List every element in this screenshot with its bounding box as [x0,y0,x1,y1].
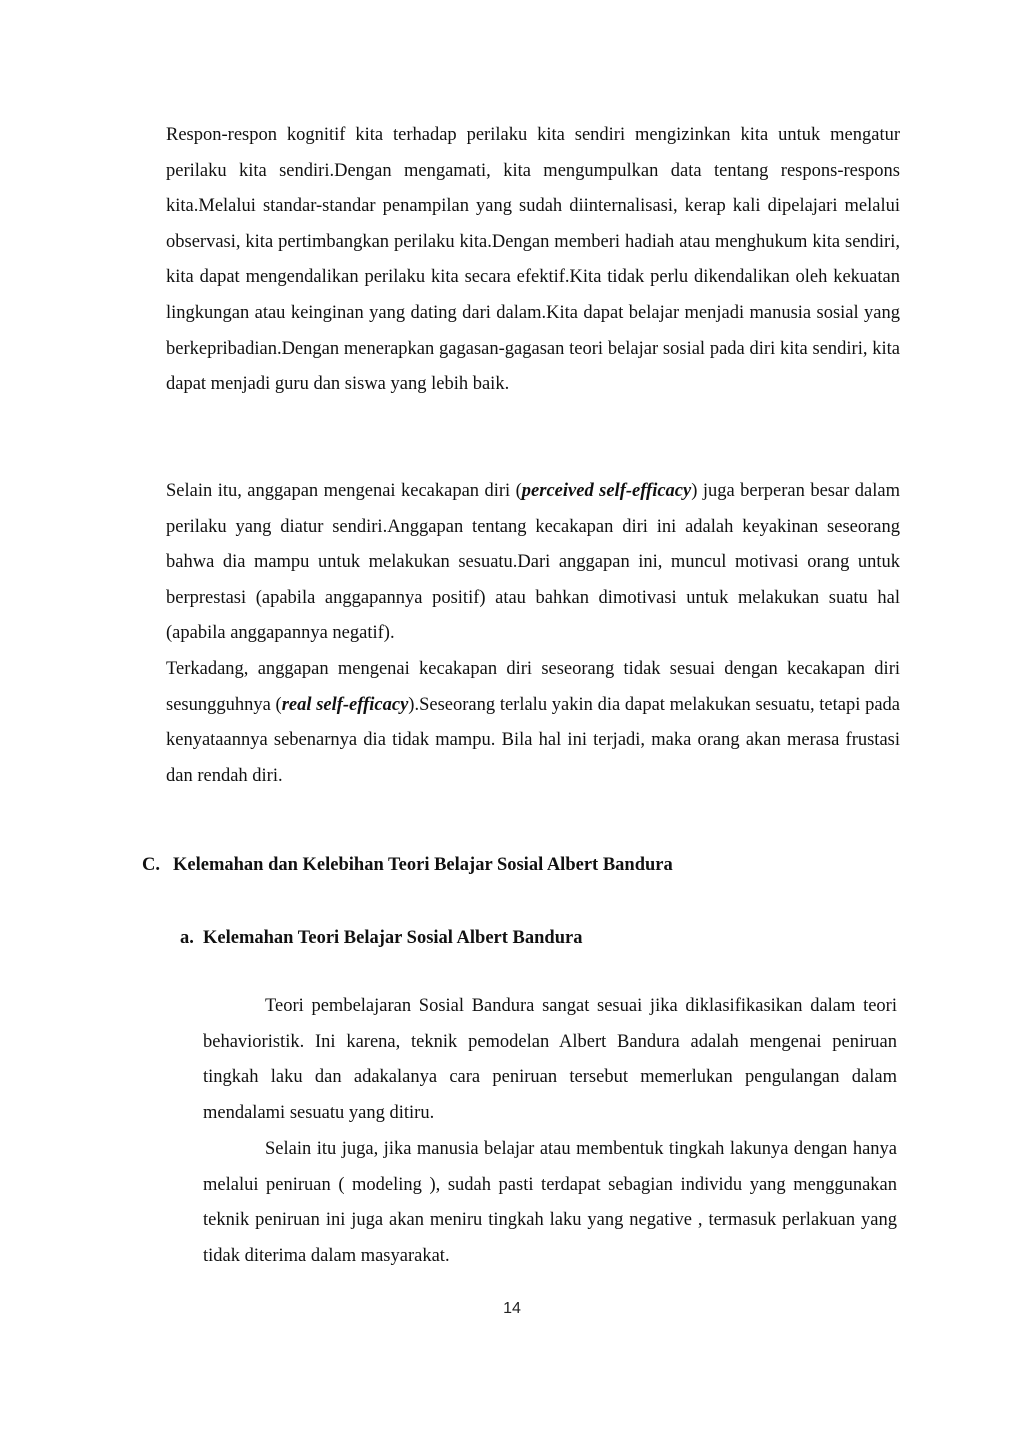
body-paragraph-perceived-self-efficacy [166,474,900,652]
paragraph-text: ).Seseorang terlalu yakin dia dapat melakukan sesuatu, tetapi pada kenyataannya sebenarnya dia tidak mampu. Bila hal ini terjadi, maka orang akan merasa frustasi dan rendah diri. [166,694,900,786]
subsection-number: a. [180,928,194,948]
section-number: C. [142,855,160,875]
body-paragraph-real-self-efficacy [166,652,900,794]
body-paragraph-self-regulation: Respon-respon kognitif kita terhadap perilaku kita sendiri mengizinkan kita untuk mengatur perilaku kita sendiri.Dengan mengamati, kita mengumpulkan data tentang respons-respons kita.Melalui standar-standar penampilan yang sudah diinternalisasi, kerap kali dipelajari melalui observasi, kita pertimbangkan perilaku kita.Dengan memberi hadiah atau menghukum kita sendiri, kita dapat mengendalikan perilaku kita secara efektif.Kita tidak perlu dikendalikan oleh kekuatan lingkungan atau keinginan yang dating dari dalam.Kita dapat belajar menjadi manusia sosial yang berkepribadian.Dengan menerapkan gagasan-gagasan teori belajar sosial pada diri kita sendiri, kita dapat menjadi guru dan siswa yang lebih baik. [166,125,900,395]
paragraph-text: Selain itu, anggapan mengenai kecakapan diri ( [166,481,522,501]
body-paragraph-modeling: Selain itu juga, jika manusia belajar atau membentuk tingkah lakunya dengan hanya melalui peniruan ( modeling ), sudah pasti terdapat sebagian individu yang menggunakan teknik peniruan ini juga akan meniru tingkah laku yang negative , termasuk perlakuan yang tidak diterima dalam masyarakat. [203,1139,897,1266]
paragraph-text: Terkadang, anggapan mengenai kecakapan diri seseorang tidak sesuai dengan kecakapan diri sesungguhnya ( [166,659,900,715]
section-heading [142,853,673,877]
section-title: Kelemahan dan Kelebihan Teori Belajar Sosial Albert Bandura [173,855,673,875]
subsection-heading [180,926,582,950]
body-paragraph-behavioristic: Teori pembelajaran Sosial Bandura sangat sesuai jika diklasifikasikan dalam teori behavioristik. Ini karena, teknik pemodelan Albert Bandura adalah mengenai peniruan tingkah laku dan adakalanya cara peniruan tersebut memerlukan pengulangan dalam mendalami sesuatu yang ditiru. [203,996,897,1123]
page-number: 14 [503,1300,521,1317]
emphasis-term: perceived self-efficacy [521,481,692,501]
emphasis-term: real self-efficacy [281,694,409,715]
paragraph-text: ) juga berperan besar dalam perilaku yang diatur sendiri.Anggapan tentang kecakapan diri ini adalah keyakinan seseorang bahwa dia mampu untuk melakukan sesuatu.Dari anggapan ini, muncul motivasi orang untuk berprestasi (apabila anggapannya positif) atau bahkan dimotivasi untuk melakukan suatu hal (apabila anggapannya negatif). [166,481,900,644]
subsection-title: Kelemahan Teori Belajar Sosial Albert Bandura [203,928,583,948]
